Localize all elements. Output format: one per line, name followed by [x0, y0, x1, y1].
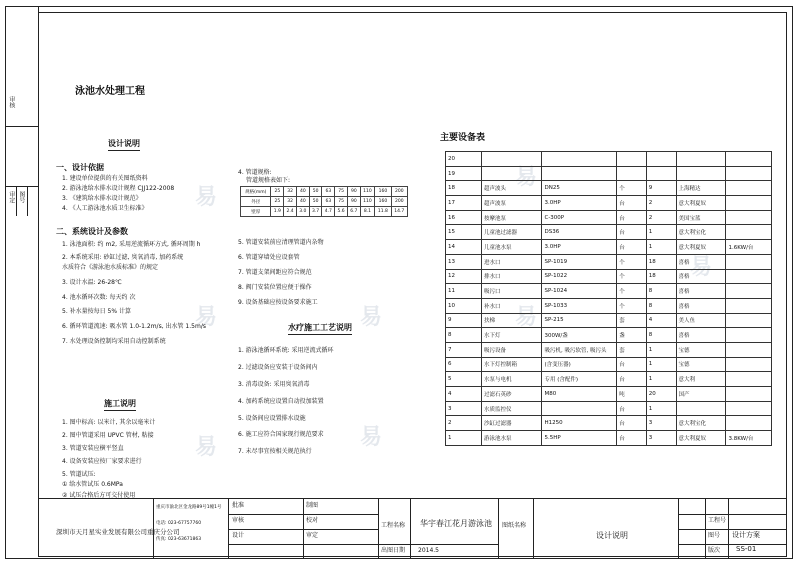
drawing-name: 设计说明 [596, 531, 628, 540]
construction-list [62, 420, 155, 500]
list-item: 3. 设计水温: 26-28℃ [62, 278, 122, 286]
equipment-no-cell: 5 [446, 372, 482, 387]
equipment-brand-cell [676, 166, 726, 181]
table-row [446, 342, 772, 357]
table-cell: 25 [271, 187, 284, 197]
equipment-name-cell: 吸污设备 [482, 342, 542, 357]
equipment-brand-cell: 美国宝蓝 [676, 210, 726, 225]
equipment-remark-cell [726, 181, 772, 196]
role-label: 制图 [306, 502, 319, 509]
table-row [446, 298, 772, 313]
pipe-heading: 4. 管道规格: [238, 169, 272, 176]
equipment-qty-cell [646, 152, 676, 167]
list-item: 9. 设备基础应按设备要求施工 [238, 298, 318, 306]
table-cell: 200 [391, 197, 407, 207]
equipment-no-cell: 17 [446, 196, 482, 211]
table-cell: 40 [296, 197, 309, 207]
water-process-list [238, 348, 334, 456]
equipment-no-cell: 20 [446, 152, 482, 167]
list-item: ② 试压合格后方可交付使用 [62, 492, 136, 500]
equipment-brand-cell [676, 401, 726, 416]
design-heading: 设计说明 [108, 138, 140, 151]
equipment-spec-cell: SP-1019 [542, 254, 617, 269]
table-cell: 规格(mm) [241, 187, 271, 197]
table-cell: 4.7 [322, 207, 335, 217]
table-cell: 63 [322, 187, 335, 197]
equipment-remark-cell [726, 401, 772, 416]
equipment-brand-cell: 意大利夏奴 [676, 431, 726, 446]
equipment-brand-cell: 美人鱼 [676, 313, 726, 328]
equipment-remark-cell [726, 372, 772, 387]
table-row [446, 372, 772, 387]
equipment-name-cell: 儿童池过滤器 [482, 225, 542, 240]
equipment-no-cell: 19 [446, 166, 482, 181]
equipment-remark-cell [726, 284, 772, 299]
equipment-spec-cell [542, 401, 617, 416]
table-row [446, 181, 772, 196]
date-label: 出图日期 [381, 547, 406, 554]
equipment-spec-cell: M80 [542, 387, 617, 402]
equipment-qty-cell: 2 [646, 210, 676, 225]
list-item: 1. 图中标高: 以米计, 其余以毫米计 [62, 419, 156, 426]
equipment-unit-cell: 台 [617, 372, 646, 387]
equipment-unit-cell: 台 [617, 196, 646, 211]
title-block [38, 498, 787, 558]
list-item: 4. 池水循环次数: 每天约 次 [62, 293, 136, 301]
equipment-name-cell: 排水口 [482, 269, 542, 284]
equipment-qty-cell: 1 [646, 342, 676, 357]
equipment-title: 主要设备表 [440, 133, 486, 143]
equipment-qty-cell: 20 [646, 387, 676, 402]
equipment-unit-cell: 个 [617, 269, 646, 284]
equipment-brand-cell: 意大利夏奴 [676, 240, 726, 255]
equipment-no-cell: 14 [446, 240, 482, 255]
watermark: 易 [690, 255, 713, 280]
equipment-qty-cell: 1 [646, 240, 676, 255]
page-title: 泳池水处理工程 [75, 86, 145, 97]
equipment-name-cell: 超声波泵 [482, 196, 542, 211]
list-item: 1. 游泳池循环系统: 采用逆流式循环 [238, 347, 334, 354]
list-item: 7. 水处理设备控制均采用自动控制系统 [62, 338, 166, 346]
table-cell: 90 [347, 197, 360, 207]
construction-heading: 施工说明 [104, 398, 136, 411]
system-params-list [62, 242, 206, 346]
table-cell: 75 [335, 197, 348, 207]
equipment-qty-cell [646, 166, 676, 181]
equipment-unit-cell: 台 [617, 431, 646, 446]
equipment-remark-cell [726, 342, 772, 357]
table-cell: 32 [284, 187, 297, 197]
equipment-name-cell: 过滤石英砂 [482, 387, 542, 402]
list-item: 3. 《建筑给水排水设计规范》 [62, 194, 142, 202]
equipment-brand-cell: 宝德 [676, 357, 726, 372]
list-item: 3. 消毒设备: 采用臭氧消毒 [238, 380, 310, 388]
list-item: 4. 《人工游泳池水质卫生标准》 [62, 204, 148, 212]
project-name: 华宇春江花月游泳池 [420, 519, 492, 528]
equipment-no-cell: 10 [446, 298, 482, 313]
equipment-qty-cell: 18 [646, 254, 676, 269]
table-cell: 5.6 [335, 207, 348, 217]
equipment-unit-cell: 台 [617, 240, 646, 255]
table-row [446, 328, 772, 343]
equipment-name-cell: 按摩池泵 [482, 210, 542, 225]
equipment-unit-cell: 台 [617, 225, 646, 240]
contact-line: 重庆市渝北区金龙路89号1幢1号 [156, 505, 222, 510]
equipment-spec-cell [542, 166, 617, 181]
list-item: 6. 循环管道流速: 吸水管 1.0-1.2m/s, 出水管 1.5m/s [62, 323, 206, 331]
equipment-spec-cell: 300W/盏 [542, 328, 617, 343]
table-cell: 200 [391, 187, 407, 197]
date-value: 2014.5 [418, 547, 439, 554]
list-item: 7. 管道支架间距应符合规范 [238, 268, 312, 276]
table-cell: 25 [271, 197, 284, 207]
equipment-name-cell: 水质监控仪 [482, 401, 542, 416]
equipment-no-cell: 6 [446, 357, 482, 372]
equipment-qty-cell: 9 [646, 181, 676, 196]
equipment-spec-cell [542, 152, 617, 167]
equipment-unit-cell: 个 [617, 254, 646, 269]
section-heading: 二、系统设计及参数 [56, 227, 128, 236]
equipment-qty-cell: 3 [646, 431, 676, 446]
project-label: 工程名称 [381, 522, 406, 529]
equipment-remark-cell: 1.6KW/台 [726, 240, 772, 255]
equipment-no-cell: 12 [446, 269, 482, 284]
list-item: 4. 设备安装应按厂家要求进行 [62, 457, 142, 465]
equipment-spec-cell: C-300P [542, 210, 617, 225]
table-row [446, 431, 772, 446]
table-row [241, 197, 408, 207]
equipment-no-cell: 4 [446, 387, 482, 402]
list-item: 7. 未尽事宜按相关规范执行 [238, 448, 312, 456]
table-row [446, 240, 772, 255]
role-label: 批准 [232, 502, 245, 509]
role-label: 审定 [306, 532, 319, 539]
list-item: 2. 图中管道采用 UPVC 管材, 粘接 [62, 431, 154, 439]
company-name: 深圳市天月星实业发展有限公司重庆分公司 [56, 528, 180, 536]
list-item: 水质符合《游泳池水质标准》的规定 [62, 263, 159, 271]
equipment-unit-cell: 台 [617, 401, 646, 416]
equipment-name-cell: 进水口 [482, 254, 542, 269]
strip-label: 审定 [7, 191, 15, 203]
equipment-unit-cell: 套 [617, 342, 646, 357]
table-cell: 160 [375, 197, 391, 207]
equipment-brand-cell: 宝德 [676, 342, 726, 357]
equipment-qty-cell: 1 [646, 225, 676, 240]
equipment-name-cell: 水下灯 [482, 328, 542, 343]
list-item: 5. 管道试压: [62, 470, 96, 478]
role-label: 审核 [232, 517, 245, 524]
table-cell: 11.8 [375, 207, 391, 217]
equipment-unit-cell [617, 152, 646, 167]
strip-label: 审核 [7, 96, 15, 108]
equipment-no-cell: 2 [446, 416, 482, 431]
equipment-remark-cell [726, 387, 772, 402]
equipment-remark-cell [726, 166, 772, 181]
equipment-spec-cell: H1250 [542, 416, 617, 431]
equipment-qty-cell: 18 [646, 269, 676, 284]
equipment-qty-cell: 8 [646, 298, 676, 313]
table-cell: 14.7 [391, 207, 407, 217]
list-item: 2. 游泳池给水排水设计规程 CJJ122-2008 [62, 184, 175, 192]
watermark: 易 [195, 185, 218, 210]
table-cell: 3.0 [296, 207, 309, 217]
pipe-note: 管道规格表如下: [246, 177, 291, 184]
equipment-name-cell [482, 166, 542, 181]
table-cell: 110 [360, 187, 375, 197]
role-label: 设计 [232, 532, 245, 539]
equipment-remark-cell [726, 269, 772, 284]
equipment-no-cell: 1 [446, 431, 482, 446]
equipment-qty-cell: 1 [646, 357, 676, 372]
equipment-brand-cell: 意大利宝化 [676, 225, 726, 240]
equipment-remark-cell [726, 416, 772, 431]
table-cell: 90 [347, 187, 360, 197]
equipment-name-cell: 沙缸过滤器 [482, 416, 542, 431]
equipment-spec-cell: DS36 [542, 225, 617, 240]
equipment-spec-cell: (含变压器) [542, 357, 617, 372]
design-basis-list [62, 176, 174, 213]
list-item: 6. 施工应符合国家现行规范要求 [238, 431, 324, 439]
watermark: 易 [195, 305, 218, 330]
equipment-remark-cell: 3.8KW/台 [726, 431, 772, 446]
list-item: 3. 管道安装应横平竖直 [62, 444, 124, 452]
equipment-unit-cell: 盏 [617, 328, 646, 343]
equipment-remark-cell [726, 152, 772, 167]
equipment-spec-cell: DN25 [542, 181, 617, 196]
equipment-spec-cell: SP-1022 [542, 269, 617, 284]
equipment-no-cell: 13 [446, 254, 482, 269]
table-row [446, 269, 772, 284]
equipment-qty-cell: 1 [646, 401, 676, 416]
watermark: 易 [195, 435, 218, 460]
table-cell: 40 [296, 187, 309, 197]
equipment-unit-cell: 台 [617, 210, 646, 225]
table-cell: 63 [322, 197, 335, 207]
list-item: 5. 补水量按每日 5% 计算 [62, 308, 131, 316]
watermark: 易 [360, 425, 383, 450]
watermark: 易 [515, 305, 538, 330]
list-item: 2. 过滤设备应安装于设备间内 [238, 363, 318, 371]
equipment-name-cell: 吸污口 [482, 284, 542, 299]
strip-label: 图号 [17, 191, 25, 203]
equipment-remark-cell [726, 254, 772, 269]
equipment-name-cell: 超声波头 [482, 181, 542, 196]
drawing-code: SS-01 [736, 545, 757, 553]
table-cell: 8.1 [360, 207, 375, 217]
equipment-no-cell: 3 [446, 401, 482, 416]
table-header-row [241, 187, 408, 197]
equipment-remark-cell [726, 196, 772, 211]
equipment-no-cell: 15 [446, 225, 482, 240]
water-process-heading: 水疗施工工艺说明 [288, 322, 352, 335]
equipment-unit-cell: 套 [617, 313, 646, 328]
table-cell: 壁厚 [241, 207, 271, 217]
equipment-spec-cell: 吸污机, 吸污软管, 吸污头 [542, 342, 617, 357]
equipment-spec-cell: SP-1024 [542, 284, 617, 299]
stage-value: 设计方案 [732, 531, 760, 539]
table-cell: 1.9 [271, 207, 284, 217]
equipment-brand-cell: 喜格 [676, 298, 726, 313]
pipe-spec-table [240, 186, 408, 217]
equipment-qty-cell: 3 [646, 416, 676, 431]
equipment-qty-cell: 1 [646, 372, 676, 387]
equipment-qty-cell: 8 [646, 284, 676, 299]
equipment-spec-cell: 5.5HP [542, 431, 617, 446]
equipment-no-cell: 11 [446, 284, 482, 299]
equipment-no-cell: 18 [446, 181, 482, 196]
list-item: 2. 本系统采用: 砂缸过滤, 臭氧消毒, 加药系统 [62, 253, 184, 261]
equipment-no-cell: 9 [446, 313, 482, 328]
equipment-name-cell: 儿童池水泵 [482, 240, 542, 255]
equipment-no-cell: 16 [446, 210, 482, 225]
table-cell: 3.7 [309, 207, 322, 217]
list-item: 6. 管道穿墙处应设套管 [238, 253, 300, 261]
table-row [446, 210, 772, 225]
equipment-remark-cell [726, 225, 772, 240]
table-cell: 50 [309, 197, 322, 207]
list-item: 8. 阀门安装位置应便于操作 [238, 283, 312, 291]
list-item: 4. 加药系统应设置自动投加装置 [238, 397, 324, 405]
equipment-remark-cell [726, 357, 772, 372]
table-row [446, 313, 772, 328]
equipment-name-cell: 游泳池水泵 [482, 431, 542, 446]
code-label: 版次 [708, 547, 721, 554]
watermark: 易 [515, 165, 538, 190]
equipment-remark-cell [726, 298, 772, 313]
equipment-spec-cell: SP-1033 [542, 298, 617, 313]
table-cell: 2.4 [284, 207, 297, 217]
equipment-qty-cell: 8 [646, 328, 676, 343]
watermark: 易 [360, 305, 383, 330]
table-cell: 110 [360, 197, 375, 207]
equipment-unit-cell: 个 [617, 284, 646, 299]
equipment-unit-cell: 台 [617, 357, 646, 372]
table-cell: 外径 [241, 197, 271, 207]
equipment-qty-cell: 4 [646, 313, 676, 328]
table-row [446, 284, 772, 299]
table-cell: 160 [375, 187, 391, 197]
equipment-name-cell: 补水口 [482, 298, 542, 313]
equipment-name-cell: 扶梯 [482, 313, 542, 328]
equipment-unit-cell: 吨 [617, 387, 646, 402]
equipment-unit-cell: 台 [617, 416, 646, 431]
table-row [241, 207, 408, 217]
equipment-brand-cell: 意大利宝化 [676, 416, 726, 431]
equipment-qty-cell: 2 [646, 196, 676, 211]
equipment-table [445, 151, 772, 446]
table-cell: 6.7 [347, 207, 360, 217]
equipment-no-cell: 8 [446, 328, 482, 343]
equipment-spec-cell: SP-215 [542, 313, 617, 328]
equipment-brand-cell [676, 152, 726, 167]
equipment-unit-cell: 个 [617, 181, 646, 196]
list-item: 1. 建设单位提供的有关图纸资料 [62, 175, 148, 182]
equipment-unit-cell [617, 166, 646, 181]
contact-line: 传真: 023-63671863 [156, 537, 202, 542]
equipment-brand-cell: 意大利 [676, 372, 726, 387]
equipment-no-cell: 7 [446, 342, 482, 357]
table-row [446, 225, 772, 240]
equipment-spec-cell: 3.0HP [542, 240, 617, 255]
equipment-unit-cell: 个 [617, 298, 646, 313]
table-cell: 50 [309, 187, 322, 197]
table-row [446, 387, 772, 402]
equipment-remark-cell [726, 313, 772, 328]
equipment-brand-cell: 意大利夏奴 [676, 196, 726, 211]
table-row [446, 357, 772, 372]
list-item: ① 给水管试压 0.6MPa [62, 481, 123, 489]
table-row [446, 401, 772, 416]
list-item: 5. 管道安装前应清理管道内杂物 [238, 239, 324, 246]
code-label: 工程号 [708, 517, 727, 524]
table-row [446, 196, 772, 211]
code-label: 图号 [708, 532, 721, 539]
equipment-name-cell [482, 152, 542, 167]
equipment-brand-cell: 上海精达 [676, 181, 726, 196]
section-heading: 一、设计依据 [56, 163, 104, 172]
equipment-brand-cell: 喜格 [676, 254, 726, 269]
equipment-brand-cell: 国产 [676, 387, 726, 402]
list-item: 5. 设备间应设置排水设施 [238, 414, 306, 422]
left-strip [5, 6, 39, 216]
role-label: 校对 [306, 517, 319, 524]
table-row [446, 166, 772, 181]
equipment-brand-cell: 喜格 [676, 269, 726, 284]
equipment-spec-cell: 专用 (含配件) [542, 372, 617, 387]
table-row [446, 254, 772, 269]
drawing-label: 图纸名称 [502, 522, 527, 529]
table-row [446, 152, 772, 167]
equipment-remark-cell [726, 328, 772, 343]
equipment-name-cell: 水泵与电机 [482, 372, 542, 387]
table-cell: 75 [335, 187, 348, 197]
equipment-brand-cell: 喜格 [676, 328, 726, 343]
equipment-name-cell: 水下灯控制箱 [482, 357, 542, 372]
contact-line: 电话: 023-67757760 [156, 521, 202, 526]
equipment-remark-cell [726, 210, 772, 225]
equipment-spec-cell: 3.0HP [542, 196, 617, 211]
list-item: 1. 泳池面积: 约 m2, 采用逆流循环方式, 循环周期 h [62, 241, 201, 248]
table-cell: 32 [284, 197, 297, 207]
equipment-brand-cell: 喜格 [676, 284, 726, 299]
pipe-notes-list [238, 240, 324, 306]
table-row [446, 416, 772, 431]
